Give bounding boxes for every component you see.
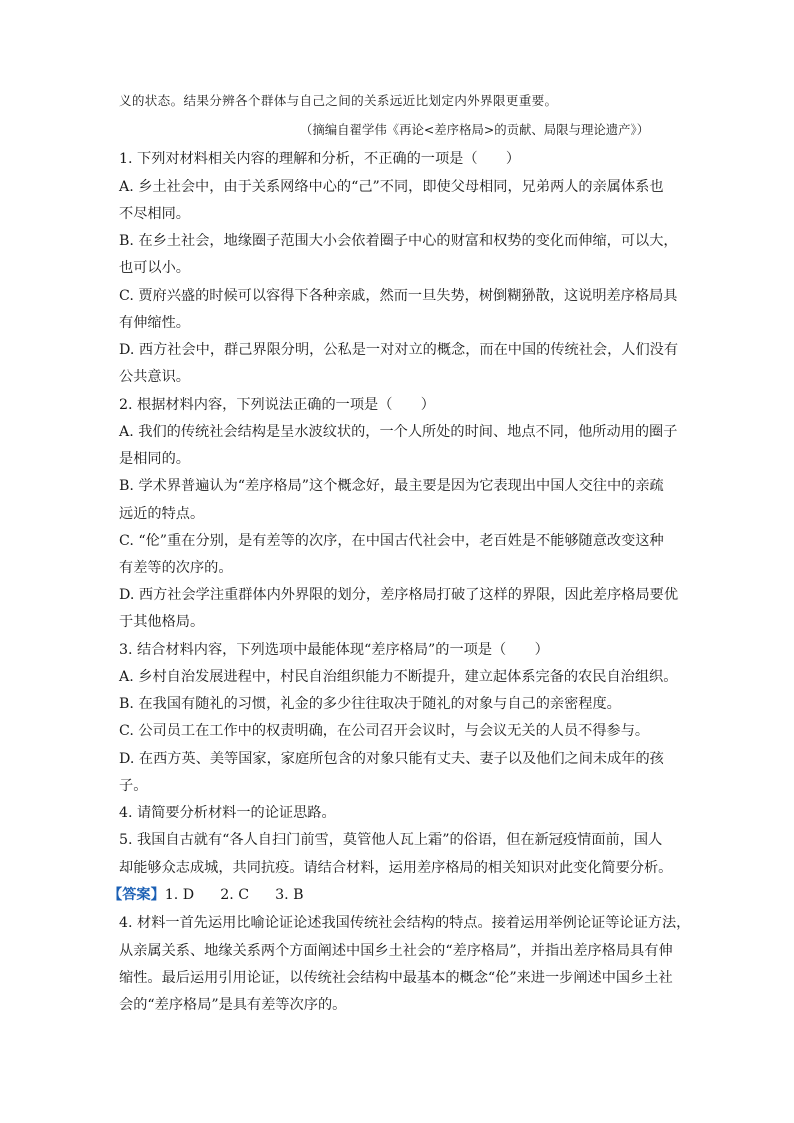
q1-option-b: B. 在乡土社会，地缘圈子范围大小会依着圈子中心的财富和权势的变化而伸缩，可以大， xyxy=(119,233,678,249)
q2-option-d: D. 西方社会学注重群体内外界限的划分，差序格局打破了这样的界限，因此差序格局要优 xyxy=(119,587,679,603)
q3-option-d-cont: 子。 xyxy=(119,778,148,794)
answer-2: 2. C xyxy=(220,887,250,903)
q3-option-a: A. 乡村自治发展进程中，村民自治组织能力不断提升，建立起体系完备的农民自治组织。 xyxy=(119,669,678,685)
analysis-line-4: 会的“差序格局”是具有差等次序的。 xyxy=(119,997,347,1013)
q1-option-c-cont: 有伸缩性。 xyxy=(119,315,190,331)
question-3-stem: 3. 结合材料内容，下列选项中最能体现“差序格局”的一项是（ ） xyxy=(119,642,549,658)
q2-option-b-cont: 远近的特点。 xyxy=(119,506,205,522)
q5-stem-cont: 却能够众志成城，共同抗疫。请结合材料，运用差序格局的相关知识对此变化简要分析。 xyxy=(119,860,673,876)
q1-option-b-cont: 也可以小。 xyxy=(119,260,190,276)
q2-option-d-cont: 于其他格局。 xyxy=(119,614,205,630)
passage-source: （摘编自翟学伟《再论<差序格局>的贡献、局限与理论遗产》） xyxy=(300,122,650,137)
question-5-stem: 5. 我国自古就有“各人自扫门前雪，莫管他人瓦上霜”的俗语，但在新冠疫情面前，国人 xyxy=(119,832,663,848)
q1-option-c: C. 贾府兴盛的时候可以容得下各种亲戚，然而一旦失势，树倒糊狲散，这说明差序格局具 xyxy=(119,288,678,304)
q2-option-a-cont: 是相同的。 xyxy=(119,451,190,467)
q2-option-c: C. “伦”重在分别，是有差等的次序，在中国古代社会中，老百姓是不能够随意改变这种 xyxy=(119,533,664,549)
q1-option-a-cont: 不尽相同。 xyxy=(119,206,190,222)
q2-option-a: A. 我们的传统社会结构是呈水波纹状的，一个人所处的时间、地点不同，他所动用的圈子 xyxy=(119,424,678,440)
q3-option-c: C. 公司员工在工作中的权责明确，在公司召开会议时，与会议无关的人员不得参与。 xyxy=(119,723,650,739)
q1-option-a: A. 乡土社会中，由于关系网络中心的“己”不同，即使父母相同，兄弟两人的亲属体系也 xyxy=(119,179,664,195)
analysis-line-2: 从亲属关系、地缘关系两个方面阐述中国乡土社会的“差序格局”，并指出差序格局具有伸 xyxy=(119,943,673,959)
question-1-stem: 1. 下列对材料相关内容的理解和分析，不正确的一项是（ ） xyxy=(119,151,521,167)
analysis-line-3: 缩性。最后运用引用论证，以传统社会结构中最基本的概念“伦”来进一步阐述中国乡土社 xyxy=(119,970,673,986)
q2-option-b: B. 学术界普遍认为“差序格局”这个概念好，最主要是因为它表现出中国人交往中的亲疏 xyxy=(119,478,664,494)
analysis-line-1: 4. 材料一首先运用比喻论证论述我国传统社会结构的特点。接着运用举例论证等论证方法， xyxy=(119,915,691,931)
answer-1: 1. D xyxy=(164,887,195,903)
passage-tail: 义的状态。结果分辨各个群体与自己之间的关系远近比划定内外界限更重要。 xyxy=(119,93,558,108)
q1-option-d: D. 西方社会中，群己界限分明，公私是一对对立的概念，而在中国的传统社会，人们没有 xyxy=(119,342,679,358)
answer-3: 3. B xyxy=(275,887,304,903)
q3-option-b: B. 在我国有随礼的习惯，礼金的多少往往取决于随礼的对象与自己的亲密程度。 xyxy=(119,696,621,712)
q1-option-d-cont: 公共意识。 xyxy=(119,369,190,385)
answer-label: 【答案】 xyxy=(108,887,165,903)
question-2-stem: 2. 根据材料内容，下列说法正确的一项是（ ） xyxy=(119,397,435,413)
q2-option-c-cont: 有差等的次序的。 xyxy=(119,560,233,576)
question-4-stem: 4. 请简要分析材料一的论证思路。 xyxy=(119,805,336,821)
q3-option-d: D. 在西方英、美等国家，家庭所包含的对象只能有丈夫、妻子以及他们之间未成年的孩 xyxy=(119,751,664,767)
answer-line xyxy=(108,885,304,905)
